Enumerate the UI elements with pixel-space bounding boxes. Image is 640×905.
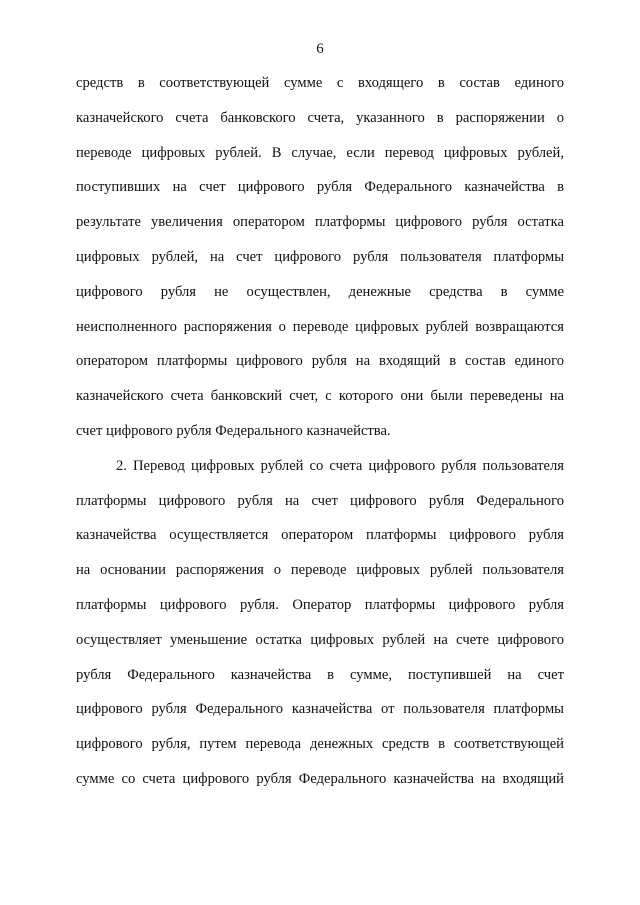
- text-line: цифровых рублей, на счет цифрового рубля пользователя платформы: [76, 248, 564, 265]
- text-line: средств в соответствующей сумме с входящего в состав единого: [76, 75, 564, 91]
- text-line: результате увеличения оператором платформы цифрового рубля остатка: [76, 214, 564, 231]
- text-line: цифрового рубля, путем перевода денежных средств в соответствующей: [76, 736, 564, 753]
- text-line: платформы цифрового рубля на счет цифрового рубля Федерального: [76, 492, 564, 509]
- text-line: сумме со счета цифрового рубля Федерального казначейства на входящий: [76, 770, 564, 787]
- document-body: [76, 72, 564, 803]
- text-line: цифрового рубля не осуществлен, денежные средства в сумме: [76, 283, 564, 300]
- text-line: на основании распоряжения о переводе цифровых рублей пользователя: [76, 562, 564, 579]
- text-line: оператором платформы цифрового рубля на входящий в состав единого: [76, 353, 564, 370]
- page-number: 6: [316, 41, 324, 57]
- text-line: поступивших на счет цифрового рубля Федерального казначейства в: [76, 179, 564, 196]
- text-line: переводе цифровых рублей. В случае, если перевод цифровых рублей,: [76, 144, 564, 161]
- text-line: 2. Перевод цифровых рублей со счета цифрового рубля пользователя: [116, 457, 564, 474]
- text-line: казначейского счета банковского счета, указанного в распоряжении о: [76, 109, 564, 126]
- paragraph-2: [76, 455, 564, 803]
- text-line: неисполненного распоряжения о переводе цифровых рублей возвращаются: [76, 318, 564, 335]
- text-line: цифрового рубля Федерального казначейства от пользователя платформы: [76, 701, 564, 718]
- text-line: осуществляет уменьшение остатка цифровых рублей на счете цифрового: [76, 631, 564, 648]
- text-line: платформы цифрового рубля. Оператор платформы цифрового рубля: [76, 596, 564, 613]
- paragraph-1: [76, 72, 564, 455]
- text-line: рубля Федерального казначейства в сумме, поступившей на счет: [76, 666, 564, 683]
- text-line: счет цифрового рубля Федерального казначейства.: [76, 422, 391, 439]
- text-line: казначейского счета банковский счет, с которого они были переведены на: [76, 388, 564, 405]
- text-line: казначейства осуществляется оператором платформы цифрового рубля: [76, 527, 564, 544]
